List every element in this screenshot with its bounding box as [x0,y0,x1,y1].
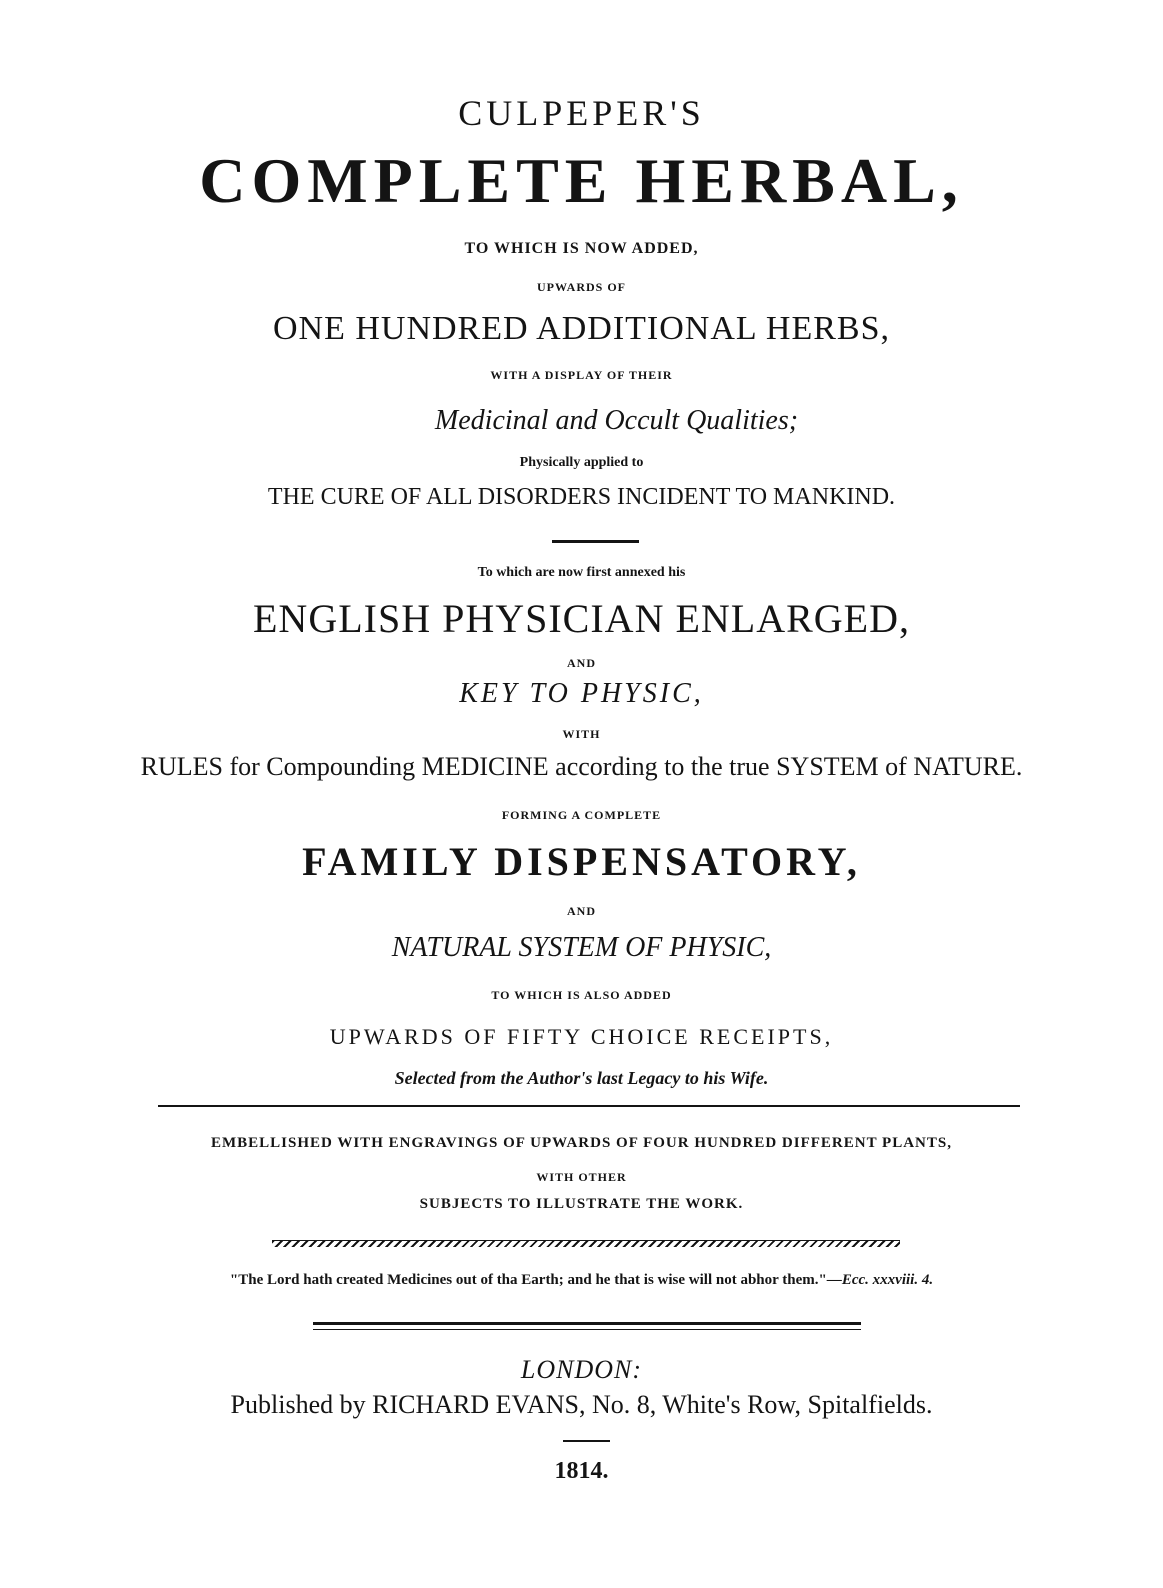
dispensatory-line: FAMILY DISPENSATORY, [302,839,861,884]
subjects-line: SUBJECTS TO ILLUSTRATE THE WORK. [419,1196,744,1212]
english-physician: ENGLISH PHYSICIAN ENLARGED, [253,596,910,641]
ornamental-rule [272,1240,900,1247]
cure-line: THE CURE OF ALL DISORDERS INCIDENT TO MANKIND. [267,484,896,510]
rules-line: RULES for Compounding MEDICINE according to the true SYSTEM of NATURE. [140,752,1023,781]
short-rule-1 [552,540,639,543]
natural-system: NATURAL SYSTEM OF PHYSIC, [391,932,772,963]
embellished-line: EMBELLISHED WITH ENGRAVINGS OF UPWARDS OF FOUR HUNDRED DIFFERENT PLANTS, [211,1135,952,1151]
long-rule [158,1105,1020,1107]
with-other: WITH OTHER [536,1170,627,1184]
publisher-line: Published by RICHARD EVANS, No. 8, White's Row, Spitalfields. [230,1390,933,1419]
upwards-of: UPWARDS OF [536,280,626,294]
annexed-line: To which are now first annexed his [477,565,686,580]
and-1: AND [567,656,596,670]
key-to-physic: KEY TO PHYSIC, [459,678,704,709]
to-which-added: TO WHICH IS NOW ADDED, [464,240,699,257]
year-line: 1814. [554,1458,609,1484]
forming-line: FORMING A COMPLETE [501,808,662,822]
short-rule-2 [563,1440,610,1442]
qualities: Medicinal and Occult Qualities; [434,405,799,436]
additional-herbs: ONE HUNDRED ADDITIONAL HERBS, [272,310,891,347]
double-rule [313,1322,861,1325]
selected-line: Selected from the Author's last Legacy to his Wife. [394,1068,769,1088]
quote-line [0,1272,1163,1289]
and-2: AND [567,904,596,918]
quote-text: "The Lord hath created Medicines out of tha Earth; and he that is wise will not abhor them." [229,1272,827,1288]
with-line: WITH [562,727,601,741]
display-of: WITH A DISPLAY OF THEIR [490,368,673,382]
city-line: LONDON: [520,1355,643,1384]
quote-citation: —Ecc. xxxviii. 4. [826,1272,934,1288]
applied-to: Physically applied to [519,455,644,470]
main-title: COMPLETE HERBAL, [199,145,964,216]
receipts-line: UPWARDS OF FIFTY CHOICE RECEIPTS, [329,1024,834,1049]
also-added: TO WHICH IS ALSO ADDED [491,988,672,1002]
author-line: CULPEPER'S [458,93,705,133]
